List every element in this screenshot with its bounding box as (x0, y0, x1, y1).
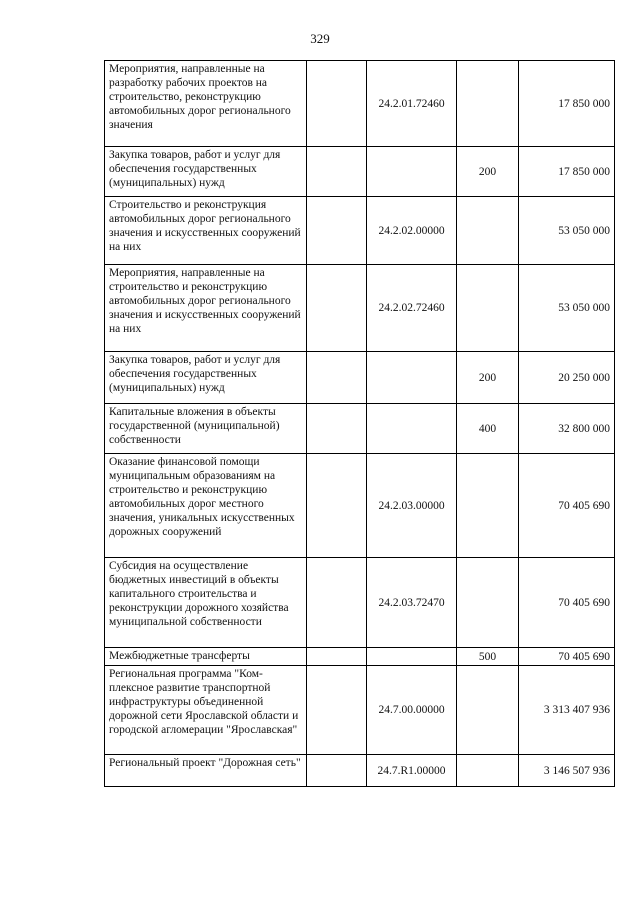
row-amount: 17 850 000 (519, 61, 615, 147)
row-type: 400 (457, 404, 519, 454)
row-type (457, 197, 519, 265)
row-type: 200 (457, 352, 519, 404)
row-name: Закупка товаров, работ и услуг для обеспечения государственных (муниципальных) нужд (105, 147, 307, 197)
row-amount: 70 405 690 (519, 454, 615, 558)
row-type (457, 558, 519, 648)
row-code (367, 352, 457, 404)
row-name: Субсидия на осуществление бюджетных инвестиций в объекты капитального строительства и реконструкции дорожного хозяйства муниципальной собственности (105, 558, 307, 648)
row-amount: 3 313 407 936 (519, 666, 615, 755)
row-blank-cell (307, 61, 367, 147)
row-amount: 70 405 690 (519, 558, 615, 648)
row-code: 24.7.00.00000 (367, 666, 457, 755)
row-type (457, 61, 519, 147)
row-name: Оказание финансовой помощи муниципальным образованиям на строительство и реконструкцию автомобильных дорог местного значения, уникальных искусственных дорожных сооружений (105, 454, 307, 558)
row-amount: 20 250 000 (519, 352, 615, 404)
row-code: 24.7.R1.00000 (367, 755, 457, 787)
row-code (367, 147, 457, 197)
page-number: 329 (310, 31, 330, 46)
table-row (105, 404, 615, 454)
table-row (105, 454, 615, 558)
row-blank-cell (307, 666, 367, 755)
row-type (457, 666, 519, 755)
row-type (457, 454, 519, 558)
row-blank-cell (307, 404, 367, 454)
row-type: 500 (457, 648, 519, 666)
row-name: Закупка товаров, работ и услуг для обеспечения государственных (муниципальных) нужд (105, 352, 307, 404)
row-amount: 53 050 000 (519, 197, 615, 265)
row-name: Капитальные вложения в объекты государственной (муниципальной) собственности (105, 404, 307, 454)
row-type: 200 (457, 147, 519, 197)
row-blank-cell (307, 197, 367, 265)
row-name: Региональная программа "Комплексное развитие транспортной инфраструктуры объединенной дорожной сети Ярославской области и городской агломерации "Ярославская" (105, 666, 307, 755)
table-row (105, 265, 615, 352)
row-blank-cell (307, 648, 367, 666)
row-code (367, 648, 457, 666)
row-name: Мероприятия, направленные на строительство и реконструкцию автомобильных дорог регионального значения и искусственных сооружений на них (105, 265, 307, 352)
row-name: Строительство и реконструкция автомобильных дорог регионального значения и искусственных сооружений на них (105, 197, 307, 265)
table-row (105, 61, 615, 147)
row-name: Региональный проект "Дорожная сеть" (105, 755, 307, 787)
row-type (457, 265, 519, 352)
table-row (105, 666, 615, 755)
table-row (105, 558, 615, 648)
row-amount: 53 050 000 (519, 265, 615, 352)
row-blank-cell (307, 352, 367, 404)
row-blank-cell (307, 147, 367, 197)
table-row (105, 755, 615, 787)
row-amount: 3 146 507 936 (519, 755, 615, 787)
row-blank-cell (307, 454, 367, 558)
row-blank-cell (307, 558, 367, 648)
row-type (457, 755, 519, 787)
row-name: Мероприятия, направленные на разработку рабочих проектов на строительство, реконструкцию автомобильных дорог регионального значения (105, 61, 307, 147)
table-row (105, 197, 615, 265)
table-row (105, 352, 615, 404)
row-amount: 32 800 000 (519, 404, 615, 454)
row-code: 24.2.03.00000 (367, 454, 457, 558)
row-code (367, 404, 457, 454)
row-name: Межбюджетные трансферты (105, 648, 307, 666)
table-row (105, 147, 615, 197)
row-blank-cell (307, 265, 367, 352)
row-amount: 17 850 000 (519, 147, 615, 197)
row-blank-cell (307, 755, 367, 787)
row-code: 24.2.01.72460 (367, 61, 457, 147)
budget-table (104, 60, 615, 787)
table-row (105, 648, 615, 666)
row-code: 24.2.02.00000 (367, 197, 457, 265)
row-code: 24.2.03.72470 (367, 558, 457, 648)
row-amount: 70 405 690 (519, 648, 615, 666)
row-code: 24.2.02.72460 (367, 265, 457, 352)
